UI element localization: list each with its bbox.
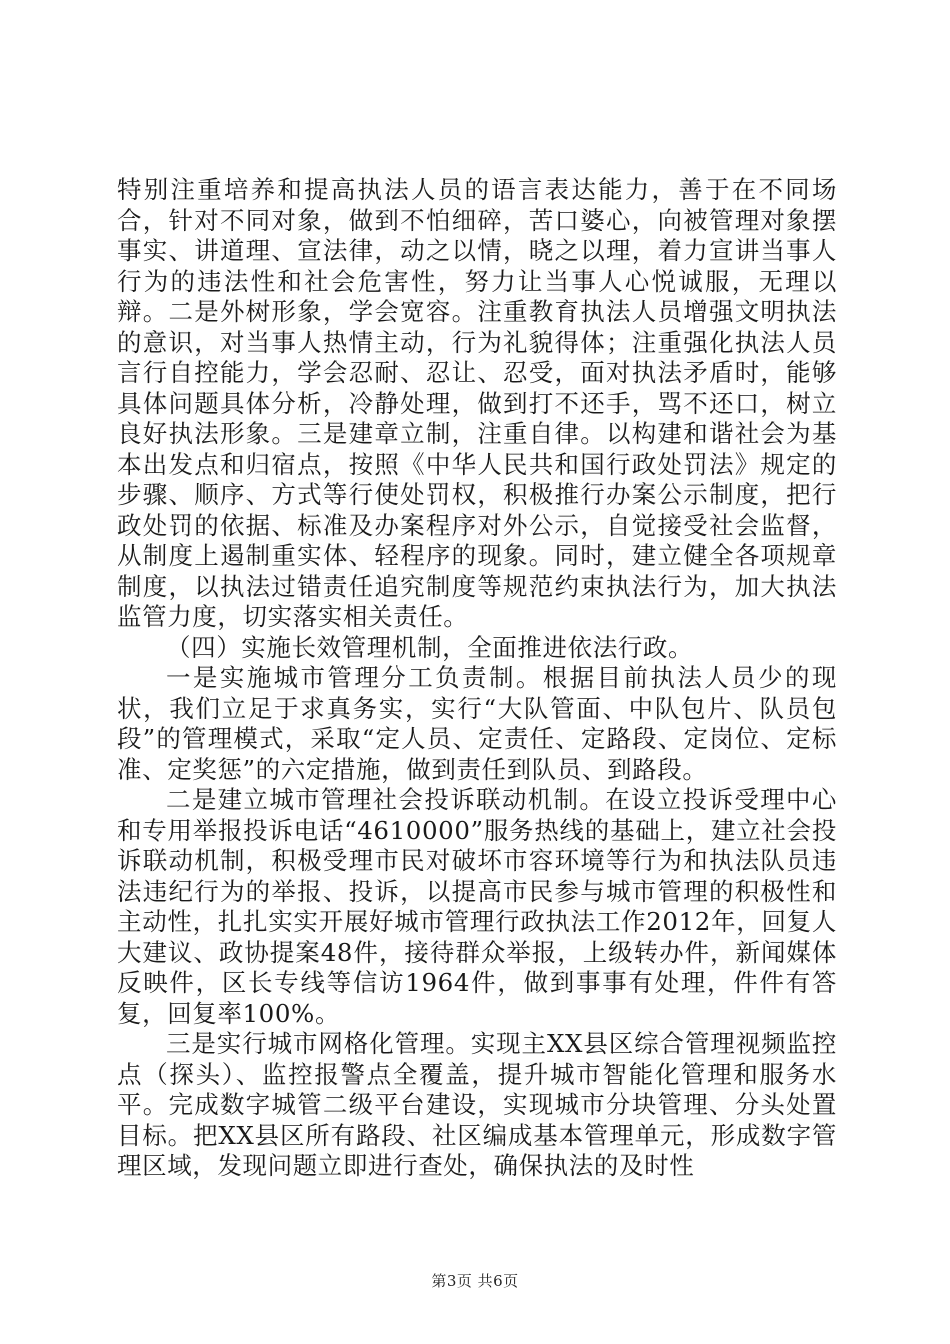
page-number-footer: 第3页 共6页 — [431, 1272, 519, 1290]
paragraph-4: 二是建立城市管理社会投诉联动机制。在设立投诉受理中心和专用举报投诉电话“4610000”服务热线的基础上，建立社会投诉联动机制，积极受理市民对破坏市容环境等行为和执法队员违法违纪行为的举报、投诉，以提高市民参与城市管理的积极性和主动性，扎扎实实开展好城市管理行政执法工作2012年，回复人大建议、政协提案48件，接待群众举报，上级转办件，新闻媒体反映件，区长专线等信访1964件，做到事事有处理，件件有答复，回复率100%。 — [117, 785, 837, 1028]
document-body — [117, 175, 837, 1182]
paragraph-3: 一是实施城市管理分工负责制。根据目前执法人员少的现状，我们立足于求真务实，实行“大队管面、中队包片、队员包段”的管理模式，采取“定人员、定责任、定路段、定岗位、定标准、定奖惩”的六定措施，做到责任到队员、到路段。 — [117, 663, 837, 784]
paragraph-1: 特别注重培养和提高执法人员的语言表达能力，善于在不同场合，针对不同对象，做到不怕细碎，苦口婆心，向被管理对象摆事实、讲道理、宣法律，动之以情，晓之以理，着力宣讲当事人行为的违法性和社会危害性，努力让当事人心悦诚服，无理以辩。二是外树形象，学会宽容。注重教育执法人员增强文明执法的意识，对当事人热情主动，行为礼貌得体；注重强化执法人员言行自控能力，学会忍耐、忍让、忍受，面对执法矛盾时，能够具体问题具体分析，冷静处理，做到打不还手，骂不还口，树立良好执法形象。三是建章立制，注重自律。以构建和谐社会为基本出发点和归宿点，按照《中华人民共和国行政处罚法》规定的步骤、顺序、方式等行使处罚权，积极推行办案公示制度，把行政处罚的依据、标准及办案程序对外公示，自觉接受社会监督，从制度上遏制重实体、轻程序的现象。同时，建立健全各项规章制度，以执法过错责任追究制度等规范约束执法行为，加大执法监管力度，切实落实相关责任。 — [117, 175, 837, 631]
paragraph-2-section-heading: （四）实施长效管理机制，全面推进依法行政。 — [166, 632, 694, 662]
paragraph-5: 三是实行城市网格化管理。实现主XX县区综合管理视频监控点（探头）、监控报警点全覆盖，提升城市智能化管理和服务水平。完成数字城管二级平台建设，实现城市分块管理、分头处置目标。把XX县区所有路段、社区编成基本管理单元，形成数字管理区域，发现问题立即进行查处，确保执法的及时性 — [117, 1029, 837, 1180]
